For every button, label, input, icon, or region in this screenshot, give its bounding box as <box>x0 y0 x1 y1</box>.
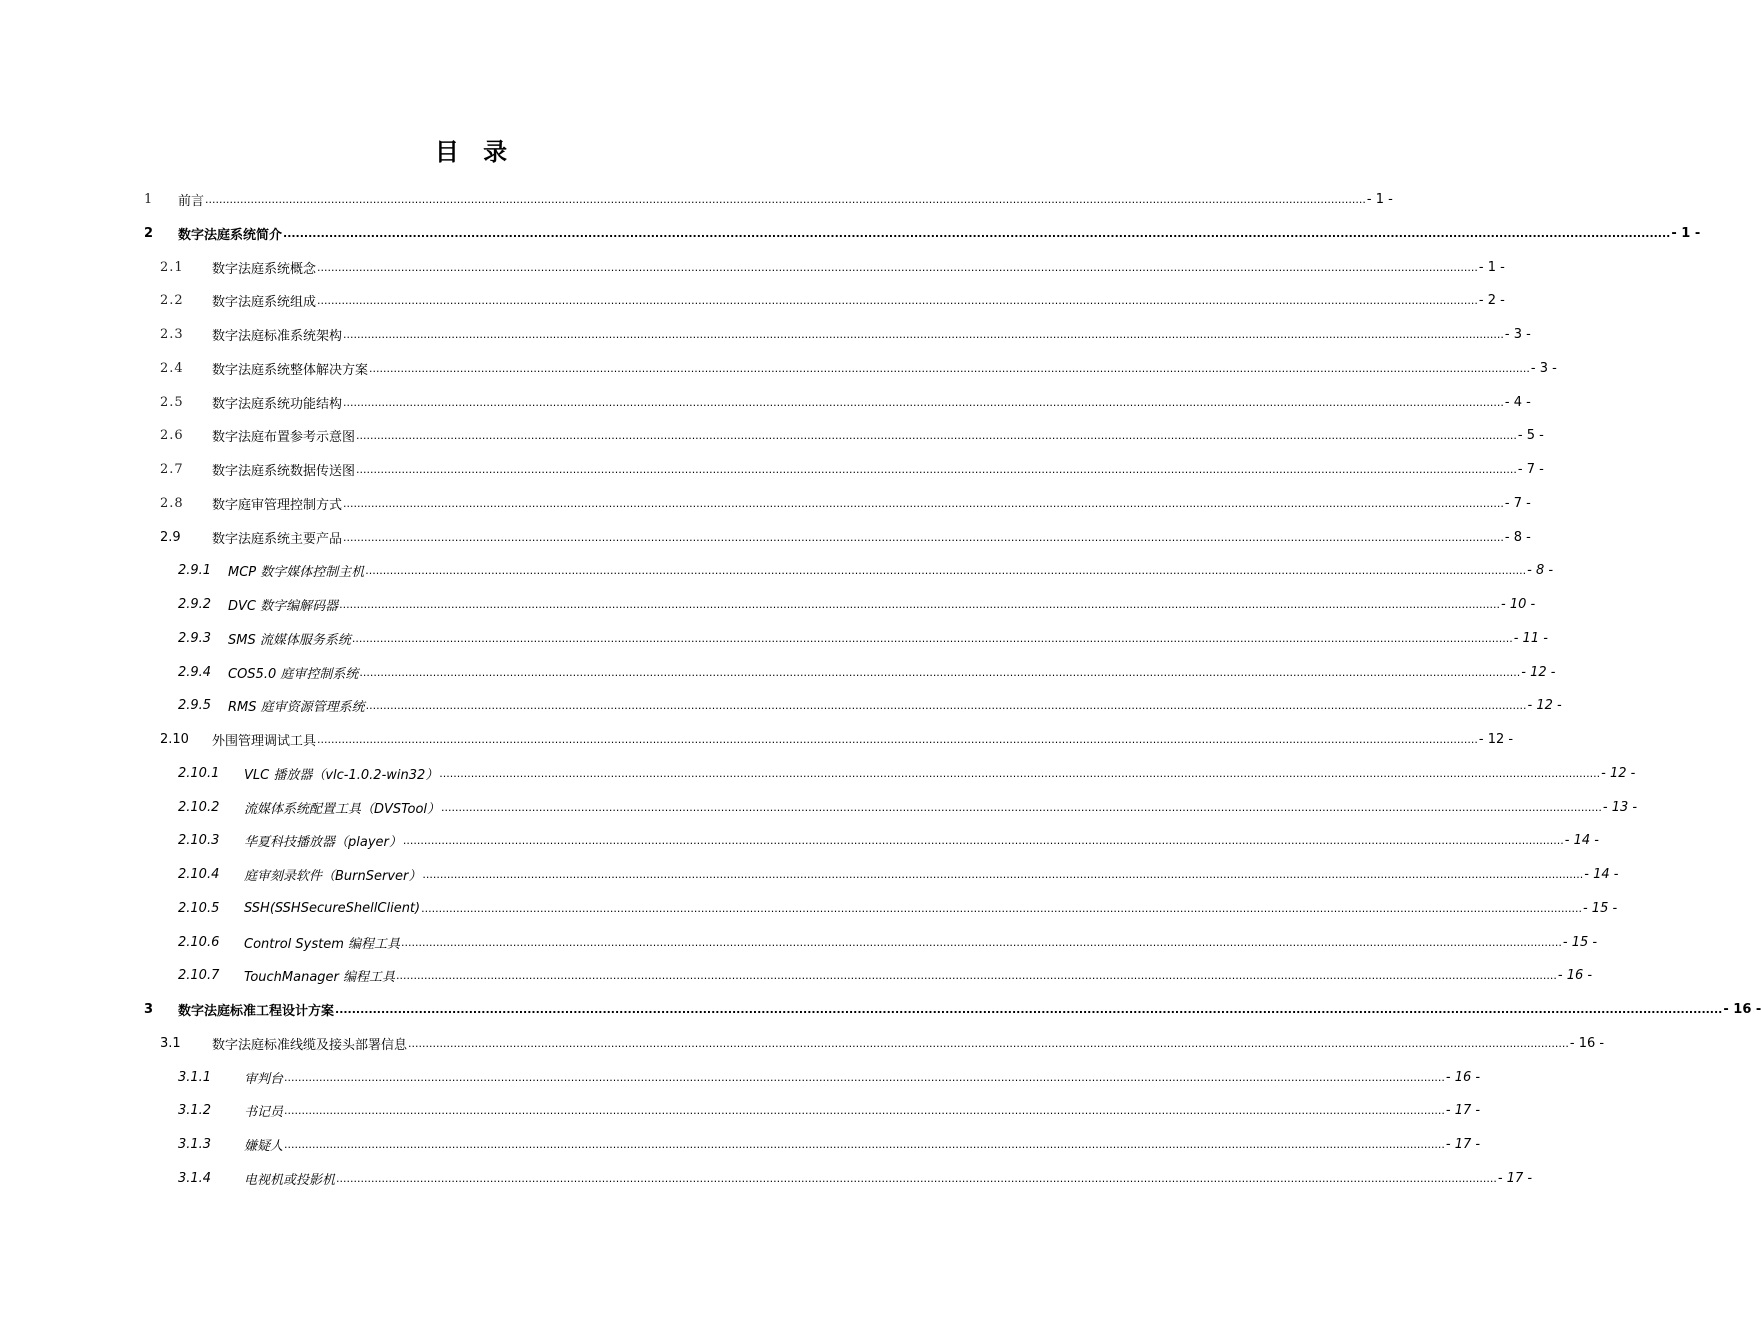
toc-entry[interactable] <box>160 250 1505 284</box>
toc-number: 2.9.5 <box>178 697 212 713</box>
toc-leader <box>205 193 1366 206</box>
toc-leader <box>366 699 1527 712</box>
toc-page: - 1 - <box>1366 191 1393 207</box>
toc-number: 2.9.1 <box>178 562 212 578</box>
toc-title: 数字法庭系统功能结构 <box>212 396 343 412</box>
toc-title: 数字法庭系统主要产品 <box>212 531 343 547</box>
toc-entry[interactable] <box>178 621 1548 655</box>
toc-leader <box>422 868 1583 881</box>
toc-title: COS5.0 庭审控制系统 <box>228 666 359 682</box>
toc-entry[interactable] <box>178 958 1593 992</box>
toc-page: - 10 - <box>1501 596 1536 612</box>
toc-leader <box>408 1037 1569 1050</box>
toc-number: 2.10.5 <box>178 900 220 916</box>
toc-page: - 8 - <box>1527 562 1554 578</box>
toc-entry[interactable] <box>178 587 1536 621</box>
toc-number: 3.1.2 <box>178 1102 212 1118</box>
toc-number: 2.2 <box>160 292 184 308</box>
toc-page: - 12 - <box>1601 765 1636 781</box>
toc-leader <box>284 1104 1445 1117</box>
toc-entry[interactable] <box>160 722 1514 756</box>
toc-title: TouchManager 编程工具 <box>244 969 396 985</box>
toc-number: 2.10.7 <box>178 967 220 983</box>
toc-number: 2.9.4 <box>178 664 212 680</box>
toc-page: - 12 - <box>1521 664 1556 680</box>
toc-leader <box>336 1172 1497 1185</box>
toc-number: 2.4 <box>160 360 184 376</box>
toc-page: - 12 - <box>1527 697 1562 713</box>
toc-leader <box>356 429 1517 442</box>
toc-entry[interactable] <box>160 283 1505 317</box>
toc-number: 2.9.3 <box>178 630 212 646</box>
toc-page: - 8 - <box>1504 529 1531 545</box>
toc-number: 2.10 <box>160 731 189 747</box>
toc-number: 2.10.2 <box>178 799 220 815</box>
toc-title: 数字法庭系统概念 <box>212 261 317 277</box>
toc-title: VLC 播放器（vlc-1.0.2-win32） <box>244 767 439 783</box>
toc-number: 2.8 <box>160 495 184 511</box>
toc-page: - 5 - <box>1517 427 1544 443</box>
toc-page: - 2 - <box>1478 292 1505 308</box>
toc-entry[interactable] <box>178 1161 1533 1195</box>
toc-leader <box>441 801 1602 814</box>
toc-leader <box>343 396 1504 409</box>
toc-title: 数字法庭系统简介 <box>178 227 283 243</box>
toc-entry[interactable] <box>160 486 1531 520</box>
toc-number: 2.10.3 <box>178 832 220 848</box>
toc-entry[interactable] <box>178 925 1598 959</box>
toc-title: 前言 <box>178 193 205 209</box>
toc-page: - 7 - <box>1504 495 1531 511</box>
toc-title: 审判台 <box>244 1071 284 1087</box>
toc-number: 1 <box>144 191 154 207</box>
toc-entry[interactable] <box>178 1093 1481 1127</box>
toc-title: RMS 庭审资源管理系统 <box>228 699 365 715</box>
toc-page: - 3 - <box>1530 360 1557 376</box>
toc-number: 2.7 <box>160 461 184 477</box>
toc-page: - 16 - <box>1445 1069 1481 1085</box>
toc-entry[interactable] <box>160 385 1531 419</box>
toc-leader <box>343 328 1504 341</box>
toc-title: 流媒体系统配置工具（DVSTool） <box>244 801 441 817</box>
toc-page: - 15 - <box>1562 934 1598 950</box>
toc-page: - 1 - <box>1478 259 1505 275</box>
toc-number: 2 <box>144 225 154 241</box>
toc-leader <box>317 294 1478 307</box>
toc-entry[interactable] <box>178 1060 1481 1094</box>
toc-title: Control System 编程工具 <box>244 936 401 952</box>
toc-title: 电视机或投影机 <box>244 1172 336 1188</box>
toc-page: - 11 - <box>1513 630 1548 646</box>
toc-leader <box>352 632 1513 645</box>
toc-number: 2.3 <box>160 326 184 342</box>
toc-entry[interactable] <box>178 756 1636 790</box>
toc-title: 数字法庭系统整体解决方案 <box>212 362 369 378</box>
toc-page: - 16 - <box>1569 1035 1605 1051</box>
toc-entry[interactable] <box>178 857 1619 891</box>
toc-title: 庭审刻录软件（BurnServer） <box>244 868 422 884</box>
toc-leader <box>317 261 1478 274</box>
toc-leader <box>284 1071 1445 1084</box>
toc-number: 2.5 <box>160 394 184 410</box>
toc-leader <box>396 969 1557 982</box>
toc-page: - 4 - <box>1504 394 1531 410</box>
toc-number: 3.1.4 <box>178 1170 212 1186</box>
toc-title: 嫌疑人 <box>244 1138 284 1154</box>
toc-title: 数字法庭标准工程设计方案 <box>178 1003 335 1019</box>
toc-title: 书记员 <box>244 1104 284 1120</box>
toc-entry[interactable] <box>178 688 1562 722</box>
toc-page: - 16 - <box>1557 967 1593 983</box>
toc-page: - 1 - <box>1671 225 1701 241</box>
toc-leader <box>343 531 1504 544</box>
toc-entry[interactable] <box>178 553 1554 587</box>
toc-page: - 17 - <box>1445 1102 1481 1118</box>
toc-number: 3 <box>144 1001 154 1017</box>
toc-entry[interactable] <box>160 452 1544 486</box>
toc-title: 数字法庭标准线缆及接头部署信息 <box>212 1037 408 1053</box>
toc-leader <box>343 497 1504 510</box>
toc-title: 数字庭审管理控制方式 <box>212 497 343 513</box>
toc-entry[interactable] <box>144 182 1393 216</box>
toc-leader <box>284 1138 1445 1151</box>
toc-entry[interactable] <box>178 823 1599 857</box>
toc-page: - 16 - <box>1723 1001 1761 1017</box>
toc-leader <box>359 666 1520 679</box>
toc-title: SMS 流媒体服务系统 <box>228 632 351 648</box>
toc-number: 2.6 <box>160 427 184 443</box>
toc-page: - 12 - <box>1478 731 1514 747</box>
toc-page: - 17 - <box>1497 1170 1533 1186</box>
toc-number: 2.10.4 <box>178 866 220 882</box>
toc-leader <box>401 936 1562 949</box>
toc-leader <box>335 1003 1722 1016</box>
toc-leader <box>356 463 1517 476</box>
toc-leader <box>403 834 1564 847</box>
toc-page: - 14 - <box>1584 866 1619 882</box>
toc-title: MCP 数字媒体控制主机 <box>228 564 365 580</box>
toc-entry[interactable] <box>160 351 1557 385</box>
page-title: 目 录 <box>434 137 516 166</box>
toc-number: 2.10.1 <box>178 765 220 781</box>
toc-page: - 17 - <box>1445 1136 1481 1152</box>
toc-title: DVC 数字编解码器 <box>228 598 339 614</box>
toc-leader <box>365 564 1526 577</box>
toc-number: 2.9 <box>160 529 181 545</box>
toc-entry[interactable] <box>178 655 1556 689</box>
toc-page: - 15 - <box>1582 900 1618 916</box>
toc-entry[interactable] <box>144 216 1701 250</box>
toc-entry[interactable] <box>160 520 1531 554</box>
toc-leader <box>339 598 1500 611</box>
toc-number: 2.1 <box>160 259 184 275</box>
toc-leader <box>421 902 1582 915</box>
toc-entry[interactable] <box>178 1127 1481 1161</box>
toc-entry[interactable] <box>160 317 1531 351</box>
toc-leader <box>369 362 1530 375</box>
toc-entry[interactable] <box>178 891 1618 925</box>
toc-page: - 13 - <box>1602 799 1638 815</box>
toc-page: - 7 - <box>1517 461 1544 477</box>
toc-title: 数字法庭系统数据传送图 <box>212 463 356 479</box>
toc-title: 数字法庭标准系统架构 <box>212 328 343 344</box>
toc-entry[interactable] <box>160 418 1544 452</box>
toc-title: 外围管理调试工具 <box>212 733 317 749</box>
toc-leader <box>439 767 1600 780</box>
toc-entry[interactable] <box>160 1026 1605 1060</box>
toc-page: - 3 - <box>1504 326 1531 342</box>
toc-entry[interactable] <box>178 790 1638 824</box>
toc-number: 3.1 <box>160 1035 181 1051</box>
toc-number: 2.10.6 <box>178 934 220 950</box>
toc-page: - 14 - <box>1564 832 1599 848</box>
toc-number: 3.1.3 <box>178 1136 212 1152</box>
toc-title: 数字法庭布置参考示意图 <box>212 429 356 445</box>
toc-leader <box>317 733 1478 746</box>
toc-title: 华夏科技播放器（player） <box>244 834 402 850</box>
toc-number: 2.9.2 <box>178 596 212 612</box>
toc-title: 数字法庭系统组成 <box>212 294 317 310</box>
toc-entry[interactable] <box>144 992 1761 1026</box>
toc-title: SSH(SSHSecureShellClient) <box>244 900 421 916</box>
toc-leader <box>283 227 1670 240</box>
toc-number: 3.1.1 <box>178 1069 212 1085</box>
